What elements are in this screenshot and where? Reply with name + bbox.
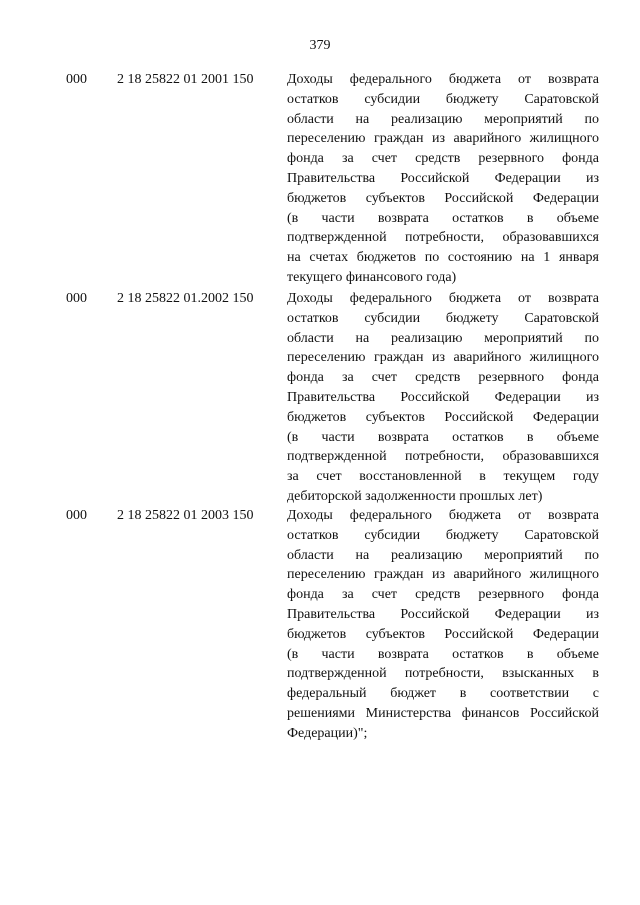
description-line: бюджетов субъектов Российской Федерации — [287, 409, 599, 425]
description-line: подтвержденной потребности, образовавшихся — [287, 230, 599, 246]
income-description — [287, 70, 599, 288]
description-line: решениями Министерства финансов Российской — [287, 705, 599, 721]
description-line: текущего финансового года) — [287, 269, 457, 285]
description-line: фонда за счет средств резервного фонда — [287, 370, 599, 386]
description-line: дебиторской задолженности прошлых лет) — [287, 488, 543, 504]
description-line: переселению граждан из аварийного жилищного — [287, 350, 599, 366]
description-line: Доходы федерального бюджета от возврата — [287, 72, 599, 87]
description-line: области на реализацию мероприятий по — [287, 111, 599, 127]
description-line: фонда за счет средств резервного фонда — [287, 587, 599, 603]
page-number: 379 — [309, 38, 331, 53]
description-line: остатков субсидии бюджету Саратовской — [287, 310, 599, 326]
description-line: бюджетов субъектов Российской Федерации — [287, 626, 599, 642]
description-line: (в части возврата остатков в объеме — [287, 646, 599, 662]
description-line: переселению граждан из аварийного жилищного — [287, 567, 599, 583]
income-description — [287, 289, 599, 507]
admin-code: 000 — [66, 291, 87, 306]
description-line: за счет восстановленной в текущем году — [287, 469, 599, 485]
description-line: федеральный бюджет в соответствии с — [287, 686, 599, 702]
description-line: Федерации)"; — [287, 725, 368, 741]
description-line: Доходы федерального бюджета от возврата — [287, 508, 599, 523]
description-line: бюджетов субъектов Российской Федерации — [287, 190, 599, 206]
kbk-code: 2 18 25822 01 2001 150 — [117, 72, 254, 87]
description-line: остатков субсидии бюджету Саратовской — [287, 527, 599, 543]
description-line: на счетах бюджетов по состоянию на 1 января — [287, 250, 599, 266]
description-line: подтвержденной потребности, взысканных в — [287, 666, 599, 682]
kbk-code: 2 18 25822 01 2003 150 — [117, 508, 254, 523]
income-description — [287, 506, 599, 744]
description-line: фонда за счет средств резервного фонда — [287, 151, 599, 167]
description-line: остатков субсидии бюджету Саратовской — [287, 91, 599, 107]
description-line: Правительства Российской Федерации из — [287, 170, 599, 186]
description-line: (в части возврата остатков в объеме — [287, 210, 599, 226]
description-line: подтвержденной потребности, образовавшихся — [287, 449, 599, 465]
admin-code: 000 — [66, 508, 87, 523]
description-line: (в части возврата остатков в объеме — [287, 429, 599, 445]
description-line: Доходы федерального бюджета от возврата — [287, 291, 599, 306]
description-line: области на реализацию мероприятий по — [287, 330, 599, 346]
description-line: Правительства Российской Федерации из — [287, 389, 599, 405]
description-line: переселению граждан из аварийного жилищного — [287, 131, 599, 147]
description-line: Правительства Российской Федерации из — [287, 606, 599, 622]
kbk-code: 2 18 25822 01.2002 150 — [117, 291, 254, 306]
admin-code: 000 — [66, 72, 87, 87]
description-line: области на реализацию мероприятий по — [287, 547, 599, 563]
